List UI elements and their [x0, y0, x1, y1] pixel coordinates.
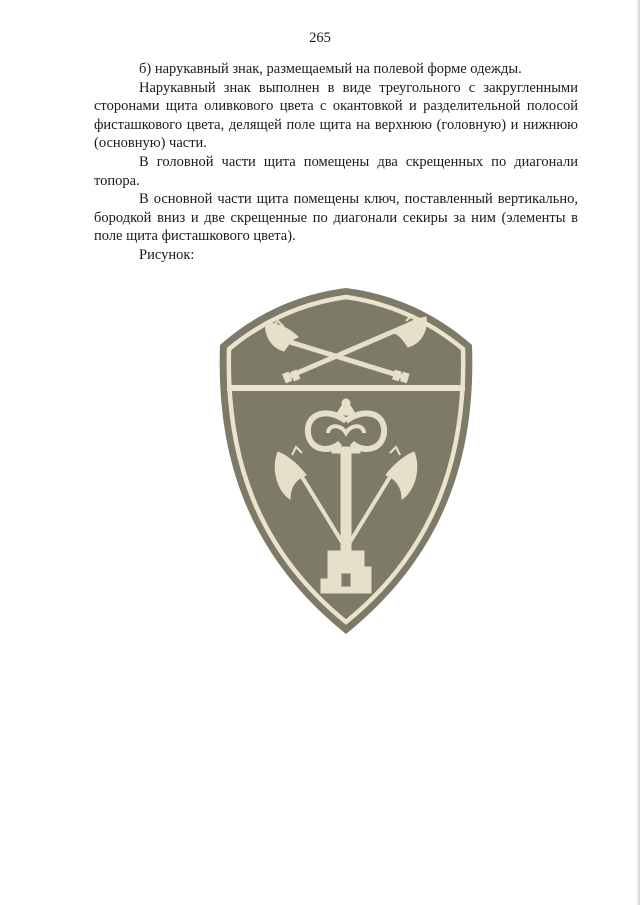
paragraph-2: Нарукавный знак выполнен в виде треугольного с закругленными сторонами щита оливкового цвета с окантовкой и разделительной полосой фисташкового цвета, делящей поле щита на верхнюю (головную) и нижнюю (основную) части.: [94, 79, 578, 152]
paragraph-4: В основной части щита помещены ключ, поставленный вертикально, бородкой вниз и две скрещенные по диагонали секиры за ним (элементы в поле щита фисташкового цвета).: [94, 191, 578, 245]
paragraph-5: Рисунок:: [139, 246, 195, 263]
page-number: 265: [309, 30, 331, 46]
paragraph-1: б) нарукавный знак, размещаемый на полевой форме одежды.: [139, 61, 522, 77]
dividing-band: [227, 385, 465, 391]
shield-emblem-icon: [218, 287, 474, 637]
page-edge: [636, 0, 640, 905]
paragraph-3: В головной части щита помещены два скрещенных по диагонали топора.: [94, 153, 578, 189]
body-text: [94, 60, 578, 265]
